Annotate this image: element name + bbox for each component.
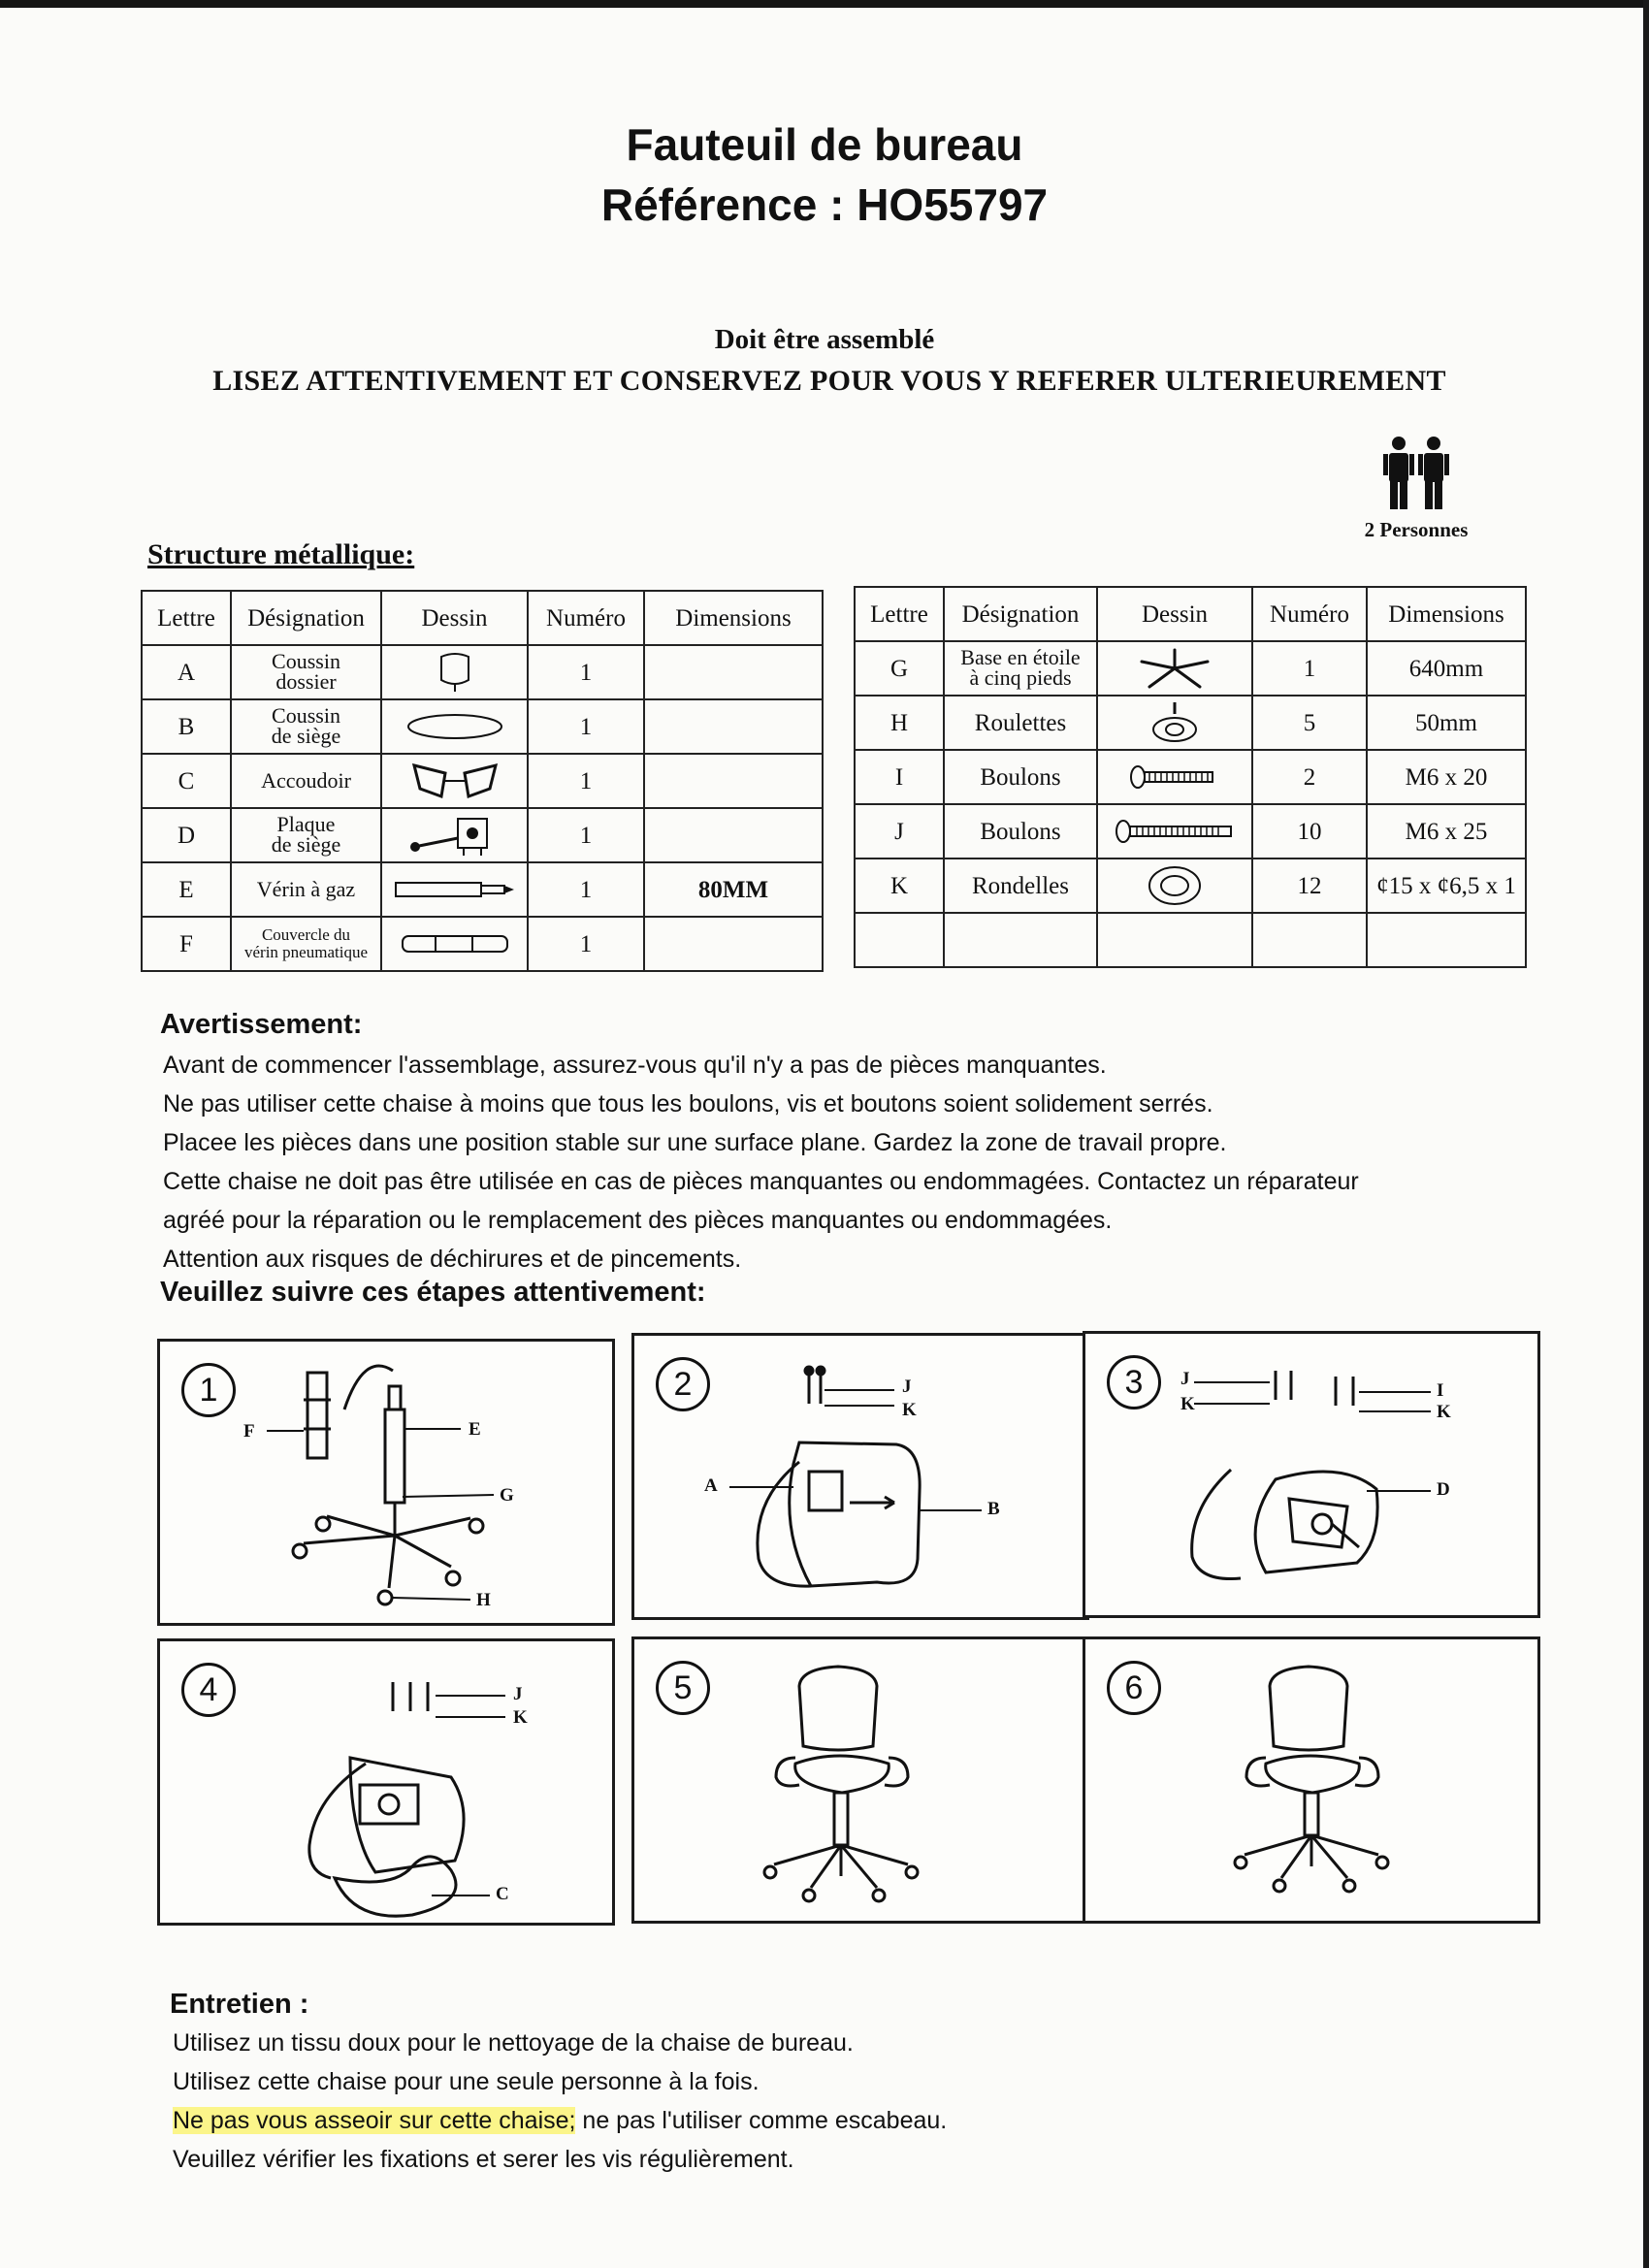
maintenance-heading: Entretien :	[170, 1989, 309, 2020]
document-title: Fauteuil de bureau	[626, 119, 1023, 170]
header-number: Numéro	[528, 591, 644, 645]
table-header-row	[855, 587, 1526, 641]
maintenance-text	[173, 2024, 947, 2179]
warning-line: Attention aux risques de déchirures et de pincements.	[163, 1246, 742, 1273]
part-dimension: M6 x 20	[1367, 750, 1526, 804]
table-row	[855, 804, 1526, 859]
callout-label: B	[987, 1499, 1000, 1519]
part-dimension	[644, 754, 823, 808]
back-cushion-icon	[426, 651, 484, 694]
callout-label: G	[500, 1485, 514, 1506]
step-number: 4	[181, 1663, 236, 1717]
warning-line: agréé pour la réparation ou le remplacement des pièces manquantes ou endommagées.	[163, 1207, 1113, 1234]
part-designation: Roulettes	[944, 696, 1097, 750]
seat-cushion-icon	[402, 707, 508, 746]
part-dimension	[644, 699, 823, 754]
step-panel-3	[1083, 1331, 1540, 1618]
part-letter: H	[855, 696, 944, 750]
armrest-icon	[406, 760, 503, 802]
callout-label: E	[469, 1419, 481, 1440]
part-dimension	[644, 917, 823, 971]
step-panel-1	[157, 1339, 615, 1626]
step-number: 2	[656, 1357, 710, 1411]
step-panel-6	[1083, 1636, 1540, 1924]
table-row-empty	[855, 913, 1526, 967]
gas-lift-cover-icon	[397, 929, 513, 958]
maintenance-line-warning	[173, 2101, 947, 2140]
table-row	[142, 699, 823, 754]
callout-label: K	[1180, 1394, 1195, 1414]
step-3-diagram-icon	[1085, 1334, 1537, 1615]
callout-label: J	[902, 1377, 912, 1397]
step-panel-5	[631, 1636, 1089, 1924]
seat-plate-icon	[402, 813, 508, 858]
part-designation: Rondelles	[944, 859, 1097, 913]
table-row	[855, 641, 1526, 696]
part-designation: Coussin de siège	[231, 699, 381, 754]
step-panel-4	[157, 1638, 615, 1926]
scan-top-edge	[0, 0, 1649, 8]
warning-line: Ne pas utiliser cette chaise à moins que tous les boulons, vis et boutons soient solidement serrés.	[163, 1090, 1213, 1118]
callout-label: K	[1437, 1402, 1451, 1422]
callout-label: A	[704, 1475, 718, 1496]
part-designation: Accoudoir	[231, 754, 381, 808]
two-persons-icon	[1377, 435, 1455, 512]
step-number: 6	[1107, 1661, 1161, 1715]
read-carefully-notice: LISEZ ATTENTIVEMENT ET CONSERVEZ POUR VOUS Y REFERER ULTERIEUREMENT	[212, 365, 1446, 397]
part-drawing	[1097, 641, 1252, 696]
part-letter: E	[142, 862, 231, 917]
part-count: 2	[1252, 750, 1367, 804]
maintenance-line: Utilisez un tissu doux pour le nettoyage de la chaise de bureau.	[173, 2029, 854, 2057]
step-panel-2	[631, 1333, 1089, 1620]
part-drawing	[1097, 750, 1252, 804]
table-row	[855, 750, 1526, 804]
persons-label: 2 Personnes	[1364, 518, 1469, 541]
header-dimensions: Dimensions	[644, 591, 823, 645]
two-persons-badge	[1339, 435, 1494, 542]
table-row	[855, 696, 1526, 750]
step-4-diagram-icon	[160, 1641, 612, 1923]
finished-chair-icon	[1085, 1639, 1537, 1921]
part-letter: A	[142, 645, 231, 699]
part-letter: C	[142, 754, 231, 808]
part-dimension: ¢15 x ¢6,5 x 1	[1367, 859, 1526, 913]
callout-label: K	[513, 1707, 528, 1728]
part-letter: B	[142, 699, 231, 754]
step-number: 5	[656, 1661, 710, 1715]
part-drawing	[1097, 804, 1252, 859]
part-dimension	[644, 808, 823, 862]
part-drawing	[381, 699, 528, 754]
part-count: 12	[1252, 859, 1367, 913]
table-row	[855, 859, 1526, 913]
part-count: 1	[528, 645, 644, 699]
warning-line: Avant de commencer l'assemblage, assurez-vous qu'il n'y a pas de pièces manquantes.	[163, 1052, 1107, 1079]
long-bolt-icon	[1112, 817, 1238, 846]
callout-label: H	[476, 1590, 491, 1610]
parts-table-left	[141, 590, 824, 972]
part-designation: Boulons	[944, 804, 1097, 859]
part-drawing	[381, 808, 528, 862]
part-designation: Coussin dossier	[231, 645, 381, 699]
step-1-diagram-icon	[160, 1342, 612, 1623]
part-letter: J	[855, 804, 944, 859]
header-letter: Lettre	[855, 587, 944, 641]
part-dimension	[644, 645, 823, 699]
header-number: Numéro	[1252, 587, 1367, 641]
step-number: 3	[1107, 1355, 1161, 1409]
part-letter: G	[855, 641, 944, 696]
short-bolt-icon	[1126, 762, 1223, 792]
table-row	[142, 917, 823, 971]
part-count: 1	[528, 862, 644, 917]
table-row	[142, 754, 823, 808]
callout-label: D	[1437, 1479, 1450, 1500]
header-designation: Désignation	[231, 591, 381, 645]
part-count: 1	[528, 754, 644, 808]
part-count: 10	[1252, 804, 1367, 859]
warning-rest: ne pas l'utiliser comme escabeau.	[575, 2107, 948, 2134]
part-drawing	[381, 754, 528, 808]
must-assemble-note: Doit être assemblé	[714, 324, 935, 355]
part-designation: Vérin à gaz	[231, 862, 381, 917]
header-dimensions: Dimensions	[1367, 587, 1526, 641]
warning-text	[163, 1046, 1359, 1279]
part-dimension: 50mm	[1367, 696, 1526, 750]
callout-label: I	[1437, 1380, 1444, 1401]
header-drawing: Dessin	[381, 591, 528, 645]
callout-label: J	[513, 1684, 523, 1704]
part-count: 1	[528, 699, 644, 754]
washer-icon	[1146, 863, 1204, 908]
highlighted-warning: Ne pas vous asseoir sur cette chaise;	[173, 2107, 576, 2134]
structure-heading: Structure métallique:	[147, 538, 415, 570]
part-count: 1	[528, 808, 644, 862]
part-letter: I	[855, 750, 944, 804]
part-count: 5	[1252, 696, 1367, 750]
warning-line: Placee les pièces dans une position stable sur une surface plane. Gardez la zone de travail propre.	[163, 1129, 1227, 1156]
gas-lift-icon	[392, 875, 518, 904]
callout-label: F	[243, 1421, 255, 1442]
table-row	[142, 645, 823, 699]
header-designation: Désignation	[944, 587, 1097, 641]
assembled-chair-icon	[634, 1639, 1086, 1921]
steps-heading: Veuillez suivre ces étapes attentivement:	[160, 1277, 706, 1308]
step-2-diagram-icon	[634, 1336, 1086, 1617]
table-row	[142, 808, 823, 862]
callout-label: C	[496, 1884, 509, 1904]
part-dimension: M6 x 25	[1367, 804, 1526, 859]
part-drawing	[1097, 696, 1252, 750]
part-letter: D	[142, 808, 231, 862]
part-drawing	[381, 917, 528, 971]
callout-label: K	[902, 1400, 917, 1420]
callout-label: J	[1180, 1369, 1190, 1389]
part-designation: Couvercle du vérin pneumatique	[231, 917, 381, 971]
part-count: 1	[1252, 641, 1367, 696]
part-dimension: 640mm	[1367, 641, 1526, 696]
warning-heading: Avertissement:	[160, 1009, 363, 1040]
table-row	[142, 862, 823, 917]
star-base-icon	[1136, 646, 1213, 691]
reference-number: Référence : HO55797	[600, 179, 1049, 230]
part-letter: K	[855, 859, 944, 913]
part-dimension: 80MM	[644, 862, 823, 917]
caster-icon	[1141, 700, 1209, 745]
header-letter: Lettre	[142, 591, 231, 645]
part-drawing	[381, 862, 528, 917]
maintenance-line: Veuillez vérifier les fixations et serer les vis régulièrement.	[173, 2146, 794, 2173]
part-drawing	[1097, 859, 1252, 913]
table-header-row	[142, 591, 823, 645]
warning-line: Cette chaise ne doit pas être utilisée en cas de pièces manquantes ou endommagées. Contactez un réparateur	[163, 1168, 1359, 1195]
step-number: 1	[181, 1363, 236, 1417]
maintenance-line: Utilisez cette chaise pour une seule personne à la fois.	[173, 2068, 760, 2095]
header-drawing: Dessin	[1097, 587, 1252, 641]
parts-table-right	[854, 586, 1527, 968]
part-designation: Plaque de siège	[231, 808, 381, 862]
part-count: 1	[528, 917, 644, 971]
part-drawing	[381, 645, 528, 699]
part-letter: F	[142, 917, 231, 971]
part-designation: Base en étoile à cinq pieds	[944, 641, 1097, 696]
part-designation: Boulons	[944, 750, 1097, 804]
